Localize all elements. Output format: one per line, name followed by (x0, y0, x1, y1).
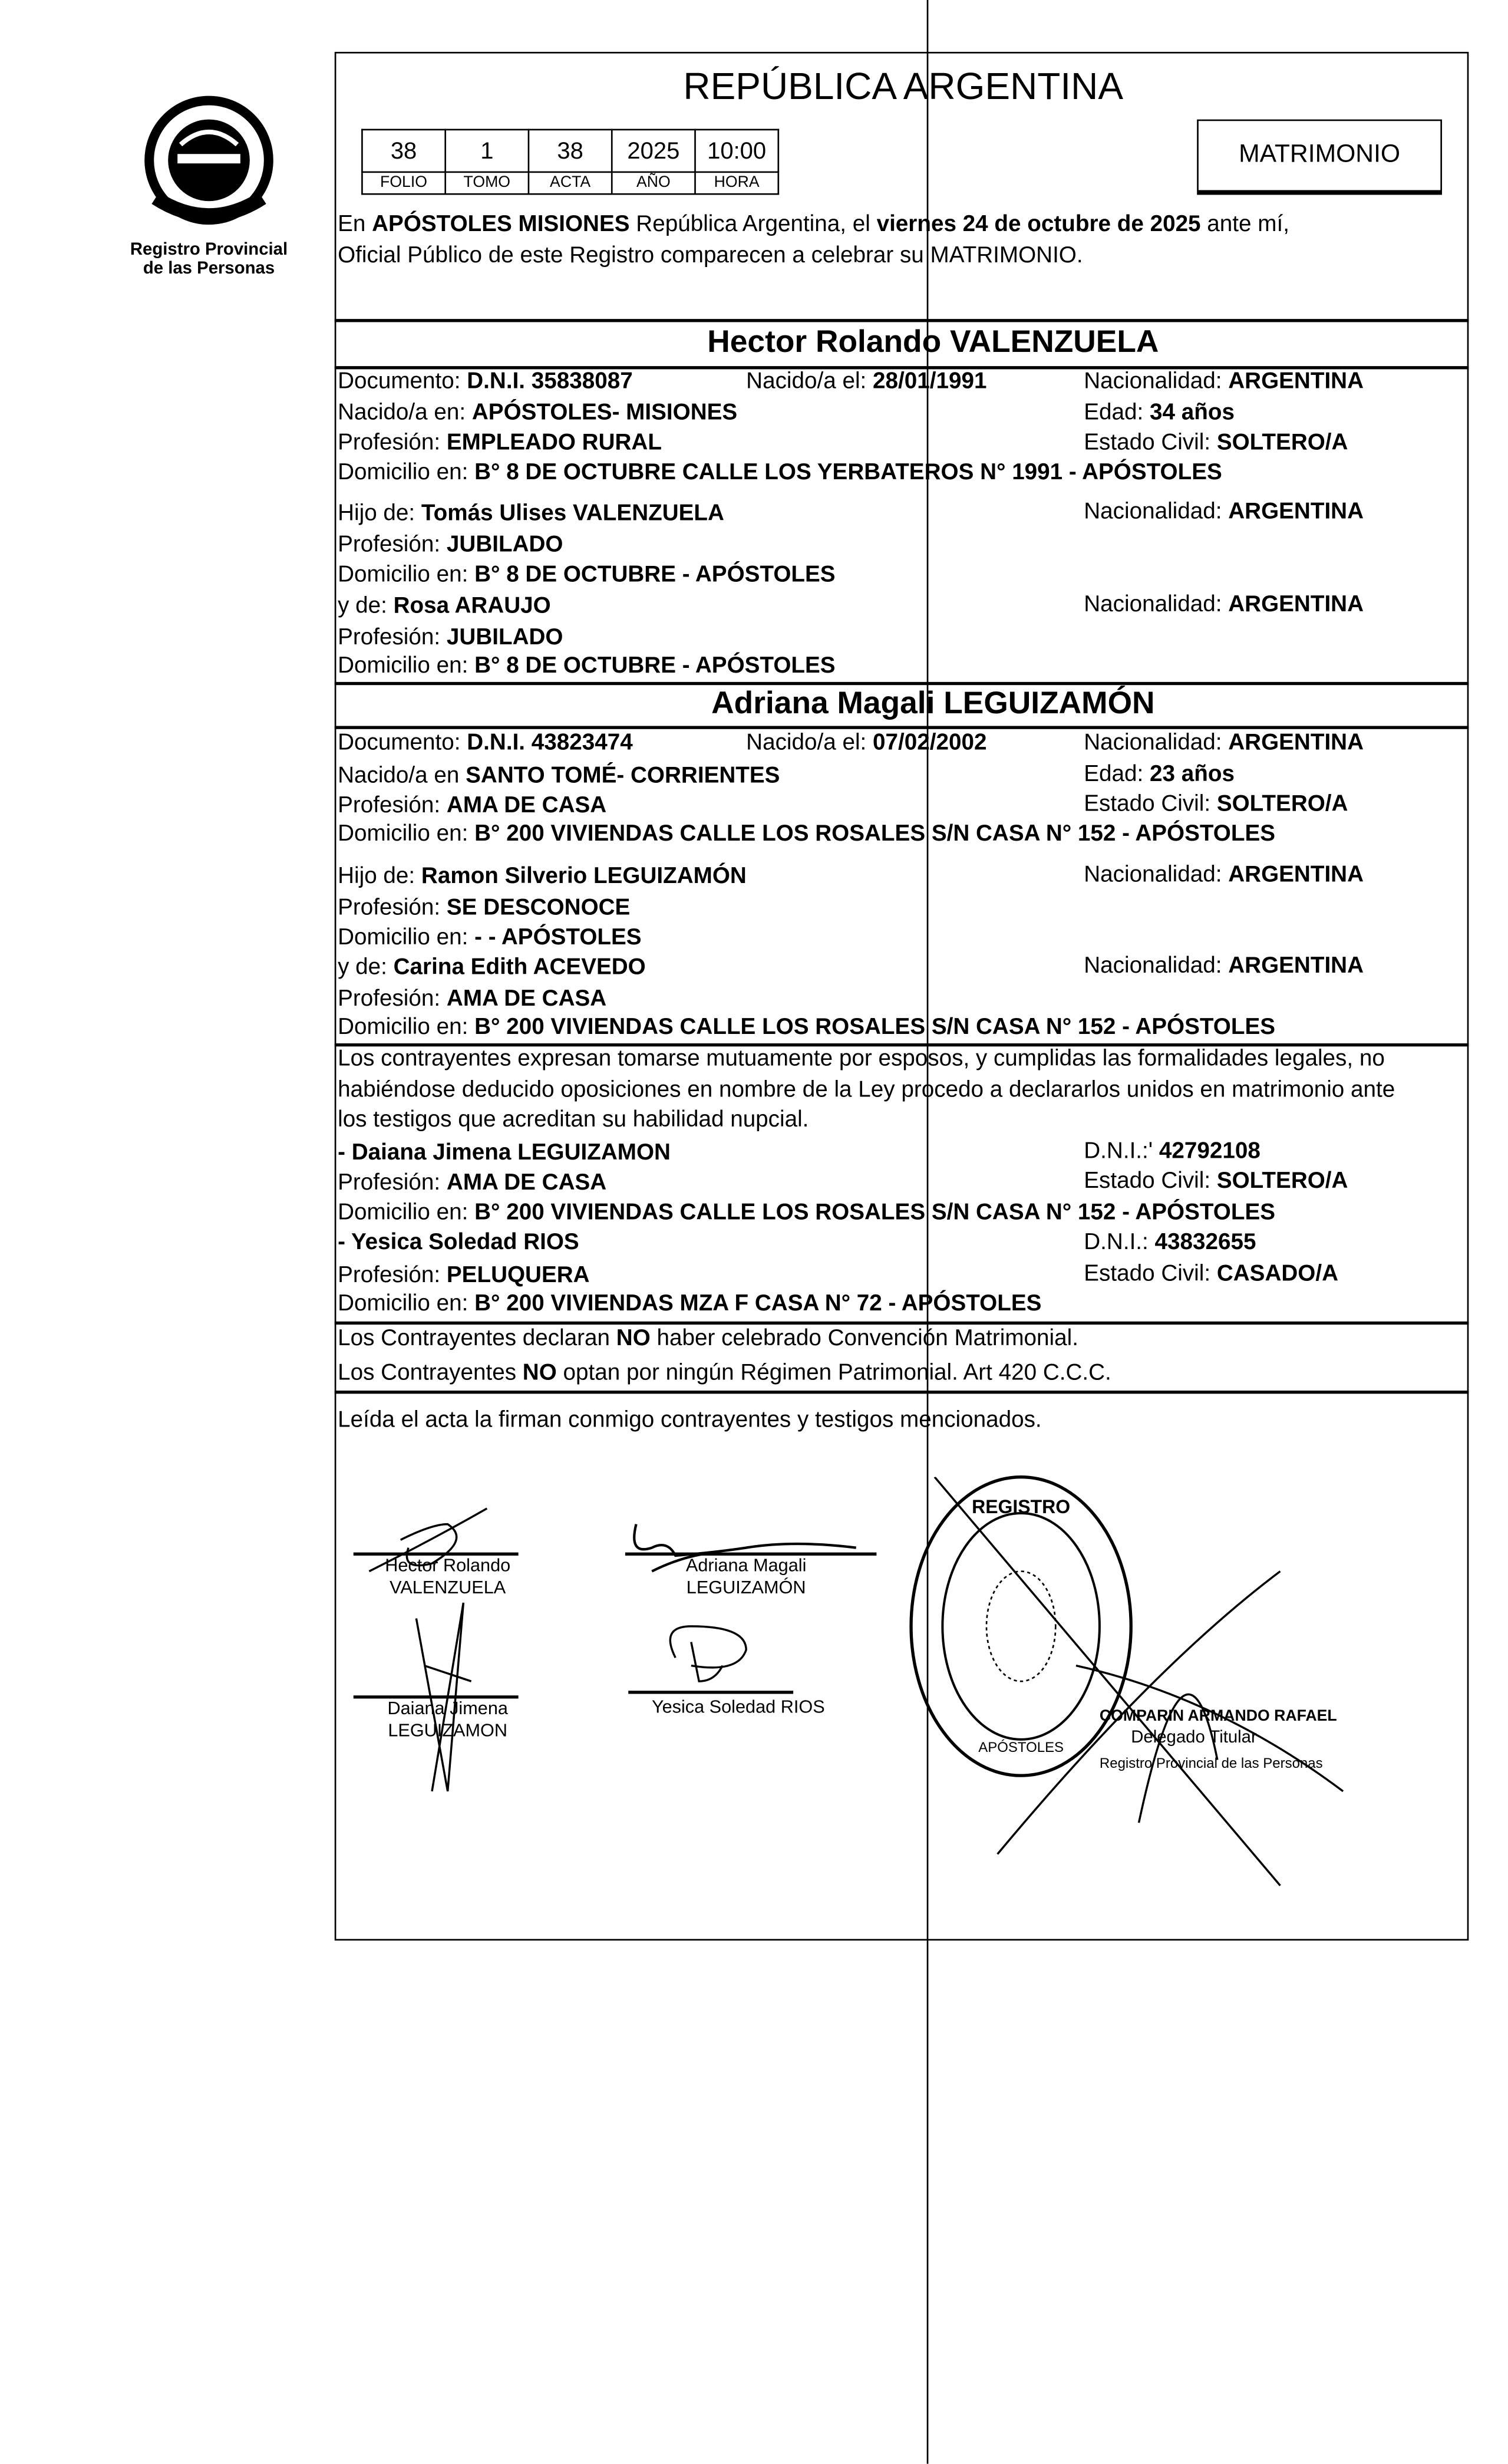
declaration-line-2: habiéndose deducido oposiciones en nombre de la Ley procedo a declararlos unidos en matrimonio ante (338, 1078, 1395, 1103)
bride-document: Documento: D.N.I. 43823474 (338, 730, 633, 756)
groom-signature-caption: Hector Rolando VALENZUELA (385, 1557, 511, 1598)
witness1-signature-caption: Daiana Jimena LEGUIZAMON (387, 1700, 508, 1741)
witness1-address: Domicilio en: B° 200 VIVIENDAS CALLE LOS ROSALES S/N CASA N° 152 - APÓSTOLES (338, 1200, 1276, 1226)
groom-mother: y de: Rosa ARAUJO (338, 594, 551, 620)
bride-father: Hijo de: Ramon Silverio LEGUIZAMÓN (338, 864, 747, 890)
witness1-profession: Profesión: AMA DE CASA (338, 1170, 607, 1196)
official-name: COMPARIN ARMANDO RAFAEL (1099, 1708, 1337, 1725)
divider (335, 1391, 1469, 1394)
anio-value: 2025 (612, 130, 695, 172)
groom-nationality: Nacionalidad: ARGENTINA (1084, 369, 1364, 395)
divider (335, 726, 1469, 729)
bride-mother: y de: Carina Edith ACEVEDO (338, 955, 646, 981)
divider (335, 319, 1469, 322)
witness2-signature-caption: Yesica Soledad RIOS (651, 1698, 825, 1718)
bride-age: Edad: 23 años (1084, 762, 1235, 788)
groom-mother-nationality: Nacionalidad: ARGENTINA (1084, 592, 1364, 618)
witness2-profession: Profesión: PELUQUERA (338, 1263, 590, 1289)
bride-father-nationality: Nacionalidad: ARGENTINA (1084, 862, 1364, 888)
convention-line-1: Los Contrayentes declaran NO haber celebrado Convención Matrimonial. (338, 1326, 1078, 1352)
tomo-value: 1 (446, 130, 529, 172)
convention-line-2: Los Contrayentes NO optan por ningún Régimen Patrimonial. Art 420 C.C.C. (338, 1361, 1111, 1386)
bride-father-profession: Profesión: SE DESCONOCE (338, 895, 631, 921)
witness2-address: Domicilio en: B° 200 VIVIENDAS MZA F CASA N° 72 - APÓSTOLES (338, 1292, 1042, 1317)
divider (335, 682, 1469, 685)
bride-signature-caption: Adriana Magali LEGUIZAMÓN (685, 1557, 807, 1598)
bride-name: Adriana Magali LEGUIZAMÓN (711, 686, 1155, 722)
divider (335, 1322, 1469, 1325)
groom-mother-profession: Profesión: JUBILADO (338, 625, 563, 651)
groom-profession: Profesión: EMPLEADO RURAL (338, 430, 662, 456)
groom-birthdate: Nacido/a el: 28/01/1991 (746, 369, 987, 395)
folio-value: 38 (362, 130, 445, 172)
document-title: REPÚBLICA ARGENTINA (683, 65, 1123, 108)
bride-address: Domicilio en: B° 200 VIVIENDAS CALLE LOS ROSALES S/N CASA N° 152 - APÓSTOLES (338, 822, 1276, 847)
stamp-top-text: REGISTRO (972, 1495, 1071, 1517)
groom-document: Documento: D.N.I. 35838087 (338, 369, 633, 395)
logo-caption-2: de las Personas (143, 259, 275, 278)
bride-father-address: Domicilio en: - - APÓSTOLES (338, 925, 642, 951)
groom-civil-status: Estado Civil: SOLTERO/A (1084, 430, 1348, 456)
intro-line-2: Oficial Público de este Registro comparecen a celebrar su MATRIMONIO. (338, 243, 1083, 269)
witness2-civil-status: Estado Civil: CASADO/A (1084, 1261, 1339, 1287)
groom-mother-address: Domicilio en: B° 8 DE OCTUBRE - APÓSTOLES (338, 653, 836, 679)
folio-label: FOLIO (362, 172, 445, 194)
witness2-dni: D.N.I.: 43832655 (1084, 1230, 1256, 1256)
groom-father: Hijo de: Tomás Ulises VALENZUELA (338, 501, 724, 526)
registry-logo (123, 82, 295, 278)
witness2-name: - Yesica Soledad RIOS (338, 1230, 579, 1256)
groom-father-nationality: Nacionalidad: ARGENTINA (1084, 499, 1364, 525)
declaration-line-3: los testigos que acreditan su habilidad nupcial. (338, 1108, 809, 1133)
bride-mother-profession: Profesión: AMA DE CASA (338, 986, 607, 1012)
hora-label: HORA (695, 172, 778, 194)
bride-mother-nationality: Nacionalidad: ARGENTINA (1084, 954, 1364, 979)
witness1-name: - Daiana Jimena LEGUIZAMON (338, 1141, 671, 1166)
bride-nationality: Nacionalidad: ARGENTINA (1084, 730, 1364, 756)
witness1-dni: D.N.I.:' 42792108 (1084, 1139, 1260, 1165)
acta-label: ACTA (529, 172, 612, 194)
hora-value: 10:00 (695, 130, 778, 172)
stamp-bottom-text: APÓSTOLES (978, 1740, 1064, 1756)
signature-line (628, 1691, 793, 1694)
act-type-box: MATRIMONIO (1197, 120, 1442, 195)
bride-civil-status: Estado Civil: SOLTERO/A (1084, 792, 1348, 818)
intro-line-1: En APÓSTOLES MISIONES República Argentina, el viernes 24 de octubre de 2025 ante mí, (338, 212, 1289, 238)
bride-profession: Profesión: AMA DE CASA (338, 793, 607, 819)
bride-mother-address: Domicilio en: B° 200 VIVIENDAS CALLE LOS ROSALES S/N CASA N° 152 - APÓSTOLES (338, 1014, 1276, 1040)
groom-father-address: Domicilio en: B° 8 DE OCTUBRE - APÓSTOLES (338, 562, 836, 588)
official-title: Delegado Titular (1131, 1728, 1257, 1748)
logo-caption-1: Registro Provincial (130, 240, 288, 259)
groom-name: Hector Rolando VALENZUELA (707, 325, 1159, 360)
groom-father-profession: Profesión: JUBILADO (338, 532, 563, 558)
acta-value: 38 (529, 130, 612, 172)
bride-birthdate: Nacido/a el: 07/02/2002 (746, 730, 987, 756)
registry-numbers-table (361, 129, 779, 195)
official-organization: Registro Provincial de las Personas (1099, 1755, 1323, 1771)
bride-birthplace: Nacido/a en SANTO TOMÉ- CORRIENTES (338, 763, 780, 789)
groom-age: Edad: 34 años (1084, 400, 1235, 426)
tomo-label: TOMO (446, 172, 529, 194)
groom-address: Domicilio en: B° 8 DE OCTUBRE CALLE LOS YERBATEROS N° 1991 - APÓSTOLES (338, 460, 1222, 486)
witness1-civil-status: Estado Civil: SOLTERO/A (1084, 1169, 1348, 1194)
closing-statement: Leída el acta la firman conmigo contrayentes y testigos mencionados. (338, 1408, 1042, 1434)
anio-label: AÑO (612, 172, 695, 194)
official-stamp-icon (903, 1469, 1139, 1783)
groom-birthplace: Nacido/a en: APÓSTOLES- MISIONES (338, 400, 738, 426)
declaration-line-1: Los contrayentes expresan tomarse mutuamente por esposos, y cumplidas las formalidades legales, no (338, 1046, 1385, 1072)
